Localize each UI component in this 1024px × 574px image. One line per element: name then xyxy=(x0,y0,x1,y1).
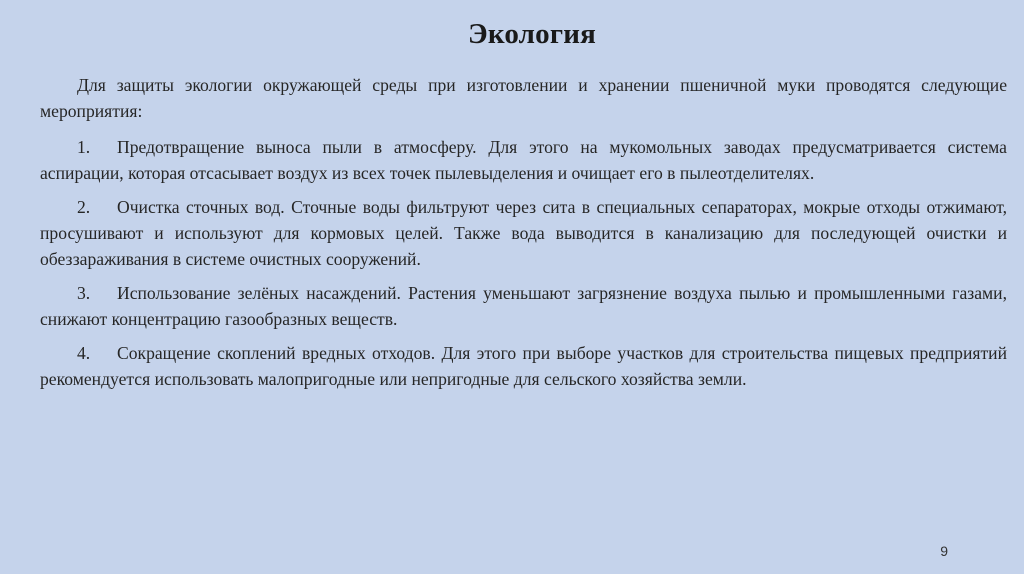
list-item xyxy=(40,194,1007,272)
list-item xyxy=(40,280,1007,332)
list-item-text: Предотвращение выноса пыли в атмосферу. Для этого на мукомольных заводах предусматривается система аспирации, которая отсасывает воздух из всех точек пылевыделения и очищает его в пылеотделителях. xyxy=(40,137,1007,183)
list-item-text: Очистка сточных вод. Сточные воды фильтруют через сита в специальных сепараторах, мокрые отходы отжимают, просушивают и используют для кормовых целей. Также вода выводится в канализацию для последующей очистки и обеззараживания в системе очистных сооружений. xyxy=(40,197,1007,269)
list-item-number: 3. xyxy=(77,283,91,303)
intro-paragraph: Для защиты экологии окружающей среды при изготовлении и хранении пшеничной муки проводятся следующие мероприятия: xyxy=(40,75,1007,121)
list-item-text: Использование зелёных насаждений. Растения уменьшают загрязнение воздуха пылью и промышленными газами, снижают концентрацию газообразных веществ. xyxy=(40,283,1007,329)
list-item-number: 4. xyxy=(77,343,91,363)
list-item-number: 1. xyxy=(77,137,91,157)
list-item xyxy=(40,134,1007,186)
list-item xyxy=(40,340,1007,392)
slide-title: Экология xyxy=(467,18,597,50)
list-item-number: 2. xyxy=(77,197,91,217)
page-number: 9 xyxy=(940,543,948,559)
list-item-text: Сокращение скоплений вредных отходов. Для этого при выборе участков для строительства пищевых предприятий рекомендуется использовать малопригодные или непригодные для сельского хозяйства земли. xyxy=(40,343,1007,389)
slide-body xyxy=(40,72,1007,400)
